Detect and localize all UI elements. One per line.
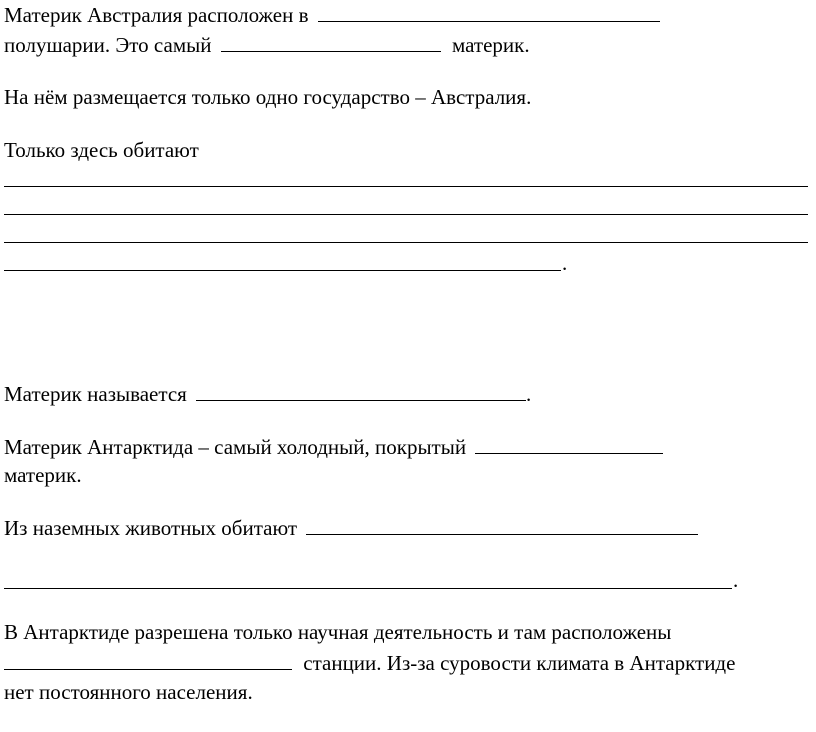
covered-by-blank[interactable] <box>475 434 663 454</box>
worksheet-line-1 <box>4 2 660 27</box>
hemisphere-prompt: Материк Австралия расположен в <box>4 3 309 27</box>
endemics-answer-line-1[interactable] <box>4 186 808 187</box>
antarctica-line-1 <box>4 434 663 459</box>
stations-suffix: станции. Из-за суровости климата в Антарктиде <box>303 651 736 675</box>
state-sentence: На нём размещается только одно государство – Австралия. <box>4 85 532 109</box>
endemics-label: Только здесь обитают <box>4 138 199 162</box>
science-line-1: В Антарктиде разрешена только научная деятельность и там расположены <box>4 620 672 644</box>
endemics-answer-line-2[interactable] <box>4 214 808 215</box>
continent-name-blank[interactable] <box>196 381 526 401</box>
superlative-answer-blank[interactable] <box>221 32 441 52</box>
stations-answer-blank[interactable] <box>4 650 292 670</box>
endemics-answer-line-3[interactable] <box>4 242 808 243</box>
hemisphere-answer-blank[interactable] <box>318 2 660 22</box>
continent-name-line <box>4 381 531 406</box>
animals-line <box>4 515 698 540</box>
continent-name-prompt: Материк называется <box>4 382 187 406</box>
superlative-suffix: материк. <box>451 33 530 57</box>
worksheet-line-2 <box>4 32 530 57</box>
science-line-3: нет постоянного населения. <box>4 680 253 704</box>
science-line-2 <box>4 650 735 675</box>
antarctica-prompt: Материк Антарктида – самый холодный, покрытый <box>4 435 467 459</box>
endemics-answer-line-4[interactable] <box>4 270 561 271</box>
animals-answer-blank-1[interactable] <box>306 515 698 535</box>
animals-period: . <box>733 568 739 592</box>
endemics-period: . <box>562 251 568 275</box>
animals-prompt: Из наземных животных обитают <box>4 516 298 540</box>
superlative-prompt: полушарии. Это самый <box>4 33 212 57</box>
animals-answer-line-2[interactable] <box>4 588 732 589</box>
antarctica-line-2: материк. <box>4 463 82 487</box>
continent-name-period: . <box>526 382 532 406</box>
